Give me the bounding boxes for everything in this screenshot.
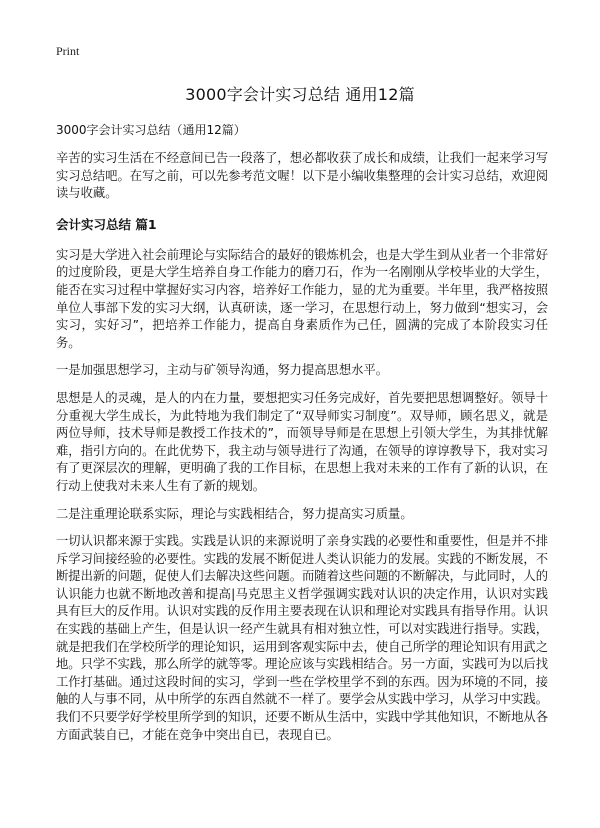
intro-paragraph: 辛苦的实习生活在不经意间已告一段落了，想必都收获了成长和成绩，让我们一起来学习写实习总结吧。在写之前，可以先参考范文喔！以下是小编收集整理的会计实习总结，欢迎阅读与收藏。 — [56, 151, 548, 201]
body-paragraph-3: 思想是人的灵魂，是人的内在力量，要想把实习任务完成好，首先要把思想调整好。领导十分重视大学生成长，为此特地为我们制定了“双导师实习制度”。双导师，顾名思义，就是两位导师，技术导师是教授工作技术的”，而领导导师是在思想上引领大学生，为其排忧解难，指引方向的。在此优势下，我主动与领导进行了沟通，在领导的谆谆教导下，我对实习有了更深层次的理解，更明确了我的工作目标，在思想上我对未来的工作有了新的认识，在行动上使我对未来人生有了新的规划。 — [56, 390, 548, 493]
body-paragraph-5: 一切认识都来源于实践。实践是认识的来源说明了亲身实践的必要性和重要性，但是并不排斥学习间接经验的必要性。实践的发展不断促进人类认识能力的发展。实践的不断发展，不断提出新的问题，促使人们去解决这些问题。而随着这些问题的不断解决，与此同时，人的认识能力也就不断地改善和提高|马克思主义哲学强调实践对认识的决定作用，认识对实践具有巨大的反作用。认识对实践的反作用主要表现在认识和理论对实践具有指导作用。认识在实践的基础上产生，但是认识一经产生就具有相对独立性，可以对实践进行指导。实践，就是把我们在学校所学的理论知识，运用到客观实际中去，使自己所学的理论知识有用武之地。只学不实践，那么所学的就等零。理论应该与实践相结合。另一方面，实践可为以后找工作打基础。通过这段时间的实习，学到一些在学校里学不到的东西。因为环境的不同，接触的人与事不同，从中所学的东西自然就不一样了。要学会从实践中学习，从学习中实践。我们不只要学好学校里所学到的知识，还要不断从生活中，实践中学其他知识，不断地从各方面武装自已，才能在竞争中突出自已，表现自已。 — [56, 534, 548, 742]
document-subtitle: 3000字会计实习总结（通用12篇） — [56, 123, 246, 137]
print-link[interactable]: Print — [56, 44, 80, 58]
page-title: 3000字会计实习总结 通用12篇 — [185, 85, 415, 104]
section-heading: 会计实习总结 篇1 — [56, 216, 157, 232]
body-paragraph-1: 实习是大学进入社会前理论与实际结合的最好的锻炼机会，也是大学生到从业者一个非常好的过度阶段，更是大学生培养自身工作能力的磨刀石，作为一名刚刚从学校毕业的大学生，能否在实习过程中掌握好实习内容，培养好工作能力，显的尤为重要。半年里，我严格按照单位人事部下发的实习大纲，认真研读，逐一学习，在思想行动上，努力做到“想实习，会实习，实好习”，把培养工作能力，提高自身素质作为己任，圆满的完成了本阶段实习任务。 — [56, 247, 548, 350]
body-paragraph-4: 二是注重理论联系实际，理论与实践相结合，努力提高实习质量。 — [56, 506, 413, 521]
body-paragraph-2: 一是加强思想学习，主动与矿领导沟通，努力提高思想水平。 — [56, 363, 389, 378]
document-body — [56, 150, 548, 754]
